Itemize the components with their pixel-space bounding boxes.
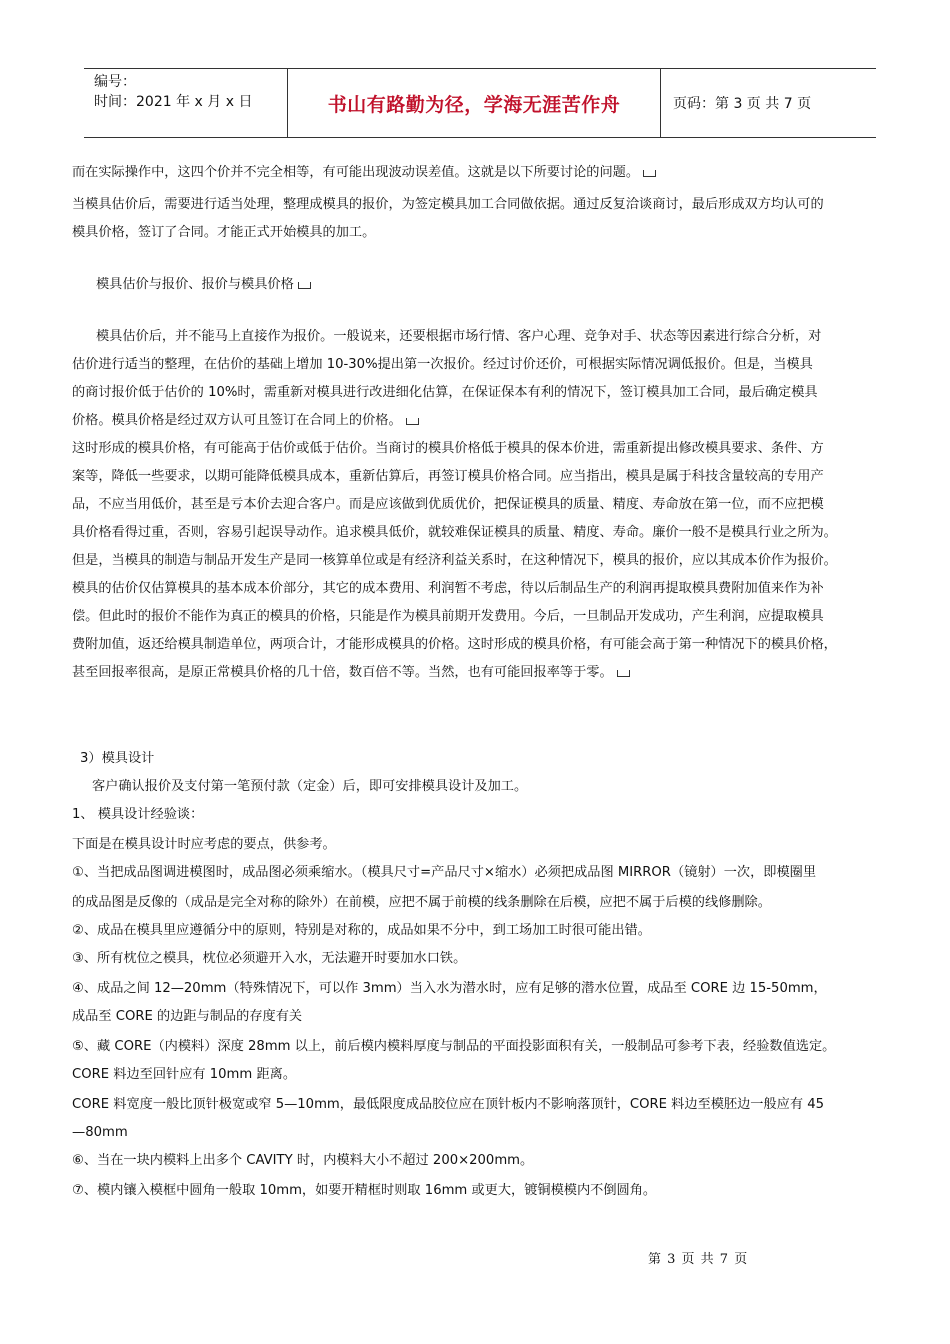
paragraph-line: 的商讨报价低于估价的 10%时，需重新对模具进行改进细化估算，在保证保本有利的情况下，签订模具加工合同，最后确定模具	[72, 385, 818, 400]
paragraph-line: CORE 料边至回针应有 10mm 距离。	[72, 1067, 297, 1082]
section-heading: 3）模具设计	[80, 751, 155, 766]
paragraph-line: 客户确认报价及支付第一笔预付款（定金）后，即可安排模具设计及加工。	[92, 779, 528, 794]
paragraph-line: CORE 料宽度一般比顶针极宽或窄 5—10mm，最低限度成品胶位应在顶针板内不影响落顶针，CORE 料边至模胚边一般应有 45	[72, 1097, 825, 1112]
section-heading: 模具估价与报价、报价与模具价格	[96, 275, 311, 295]
paragraph-line: 模具价格，签订了合同。才能正式开始模具的加工。	[72, 225, 376, 240]
paragraph-line: 模具的估价仅估算模具的基本成本价部分，其它的成本费用、利润暂不考虑，待以后制品生产的利润再提取模具费附加值来作为补	[72, 581, 824, 596]
code-label: 编号：	[94, 74, 136, 90]
paragraph-line: 但是，当模具的制造与制品开发生产是同一核算单位或是有经济利益关系时，在这种情况下，模具的报价，应以其成本价作为报价。	[72, 553, 837, 568]
paragraph-line: 模具估价后，并不能马上直接作为报价。一般说来，还要根据市场行情、客户心理、竞争对手、状态等因素进行综合分析，对	[96, 329, 822, 344]
paragraph-mark-icon	[617, 670, 630, 677]
paragraph-line: ①、当把成品图调进模图时，成品图必须乘缩水。（模具尺寸=产品尺寸×缩水）必须把成品图 MIRROR（镜射）一次，即模圈里	[72, 865, 817, 880]
subsection-heading: 1、 模具设计经验谈：	[72, 807, 204, 822]
paragraph-line: ⑦、模内镶入模框中圆角一般取 10mm，如要开精框时则取 16mm 或更大，镀铜模模内不倒圆角。	[72, 1183, 657, 1198]
paragraph-line: 这时形成的模具价格，有可能高于估价或低于估价。当商讨的模具价格低于模具的保本价进，需重新提出修改模具要求、条件、方	[72, 441, 824, 456]
paragraph-line: 案等，降低一些要求，以期可能降低模具成本，重新估算后，再签订模具价格合同。应当指出，模具是属于科技含量较高的专用产	[72, 469, 824, 484]
paragraph-line: 成品至 CORE 的边距与制品的存度有关	[72, 1009, 303, 1024]
paragraph-line: 而在实际操作中，这四个价并不完全相等，有可能出现波动误差值。这就是以下所要讨论的问题。	[72, 163, 656, 183]
paragraph-line: ⑤、藏 CORE（内模料）深度 28mm 以上，前后模内模料厚度与制品的平面投影面积有关，一般制品可参考下表，经验数值选定。	[72, 1039, 836, 1054]
paragraph-mark-icon	[406, 418, 419, 425]
paragraph-line: ③、所有枕位之模具，枕位必须避开入水，无法避开时要加水口铁。	[72, 951, 467, 966]
paragraph-line: ⑥、当在一块内模料上出多个 CAVITY 时，内模料大小不超过 200×200mm。	[72, 1153, 534, 1168]
paragraph-line: 当模具估价后，需要进行适当处理，整理成模具的报价，为签定模具加工合同做依据。通过反复洽谈商讨，最后形成双方均认可的	[72, 197, 824, 212]
paragraph-line: 估价进行适当的整理，在估价的基础上增加 10-30%提出第一次报价。经过讨价还价，可根据实际情况调低报价。但是，当模具	[72, 357, 813, 372]
header-page-cell	[661, 69, 876, 137]
paragraph-line: 的成品图是反像的（成品是完全对称的除外）在前模，应把不属于前模的线条删除在后模，应把不属于后模的线修删除。	[72, 895, 771, 910]
paragraph-line: 偿。但此时的报价不能作为真正的模具的价格，只能是作为模具前期开发费用。今后，一旦制品开发成功，产生利润，应提取模具	[72, 609, 824, 624]
paragraph-line: 费附加值，返还给模具制造单位，两项合计，才能形成模具的价格。这时形成的模具价格，有可能会高于第一种情况下的模具价格，	[72, 637, 837, 652]
page-footer: 第 3 页 共 7 页	[648, 1252, 749, 1267]
date-label: 时间：2021 年 x 月 x 日	[94, 94, 253, 110]
paragraph-line: ②、成品在模具里应遵循分中的原则，特别是对称的，成品如果不分中，到工场加工时很可能出错。	[72, 923, 651, 938]
paragraph-line: 甚至回报率很高，是原正常模具价格的几十倍，数百倍不等。当然，也有可能回报率等于零。	[72, 663, 630, 683]
header-table	[84, 68, 876, 138]
paragraph-mark-icon	[298, 282, 311, 289]
paragraph-line: —80mm	[72, 1125, 128, 1140]
paragraph-line: 下面是在模具设计时应考虑的要点，供参考。	[72, 837, 336, 852]
paragraph-mark-icon	[643, 170, 656, 177]
header-motto-cell	[288, 69, 661, 137]
paragraph-line: 品，不应当用低价，甚至是亏本价去迎合客户。而是应该做到优质优价，把保证模具的质量、精度、寿命放在第一位，而不应把模	[72, 497, 824, 512]
header-info-cell	[84, 69, 288, 137]
motto: 书山有路勤为径，学海无涯苦作舟	[327, 93, 621, 116]
paragraph-line: 具价格看得过重，否则，容易引起误导动作。追求模具低价，就较难保证模具的质量、精度、寿命。廉价一般不是模具行业之所为。	[72, 525, 837, 540]
page-label: 页码：第 3 页 共 7 页	[673, 96, 812, 112]
paragraph-line: 价格。模具价格是经过双方认可且签订在合同上的价格。	[72, 411, 419, 431]
paragraph-line: ④、成品之间 12—20mm（特殊情况下，可以作 3mm）当入水为潜水时，应有足够的潜水位置，成品至 CORE 边 15-50mm，	[72, 981, 827, 996]
